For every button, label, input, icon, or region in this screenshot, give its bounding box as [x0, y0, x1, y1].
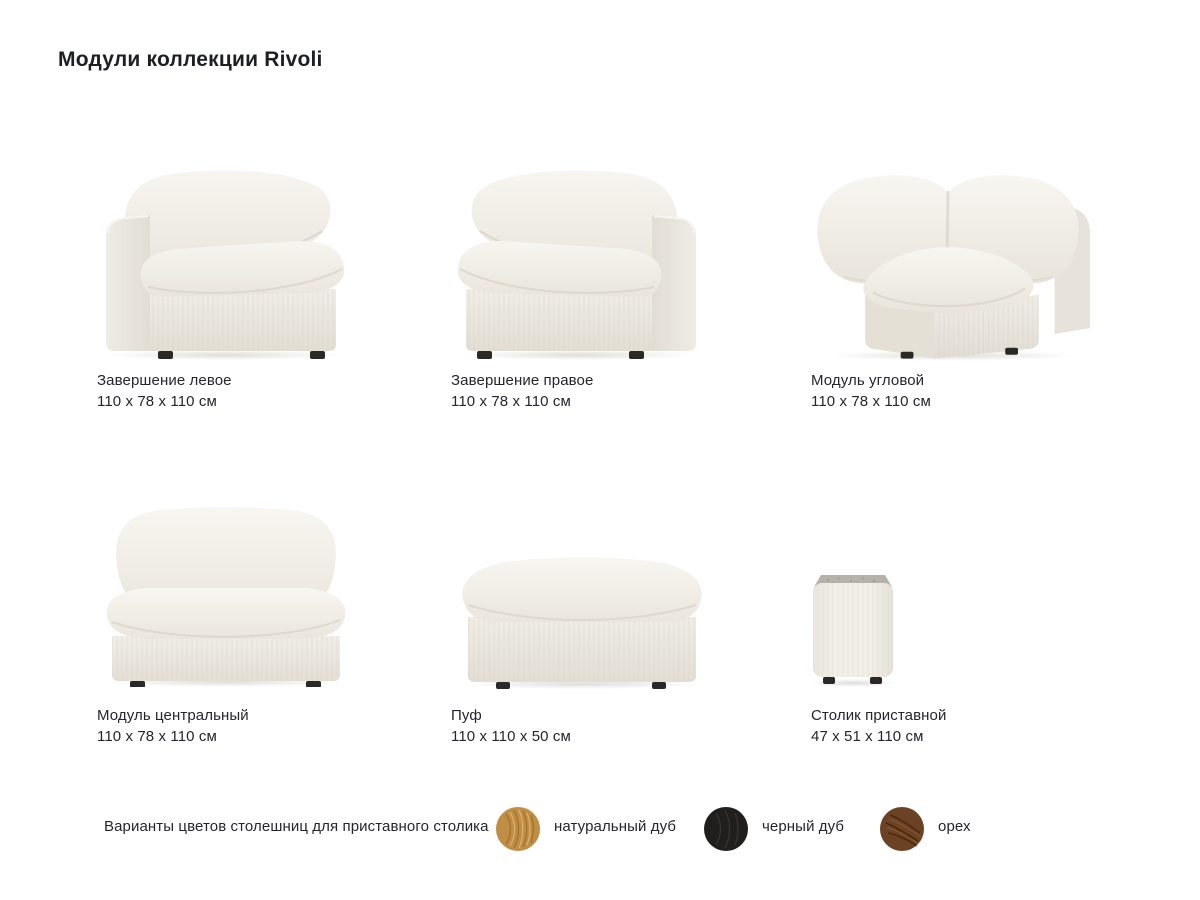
- module-name: Модуль угловой: [811, 372, 925, 389]
- tabletop-colors-legend-label: Варианты цветов столешниц для приставного столика: [104, 818, 489, 835]
- module-dimensions: 110 x 110 x 50 см: [451, 728, 571, 745]
- swatch-black-oak: [704, 807, 748, 851]
- side-table-image: [806, 570, 900, 693]
- swatch-walnut: [880, 807, 924, 851]
- module-dimensions: 110 x 78 x 110 см: [97, 393, 217, 410]
- module-card-corner-label: [811, 371, 931, 412]
- module-name: Модуль центральный: [97, 707, 249, 724]
- module-card-right-end-label: [451, 371, 593, 412]
- swatch-walnut-label: орех: [938, 818, 971, 835]
- module-dimensions: 110 x 78 x 110 см: [97, 728, 217, 745]
- page-title: Модули коллекции Rivoli: [58, 48, 323, 71]
- right-end-module-image: [454, 161, 706, 365]
- black-oak-swatch-icon: [704, 807, 748, 851]
- swatch-natural-oak: [496, 807, 540, 851]
- pouf-illustration: [452, 553, 712, 689]
- module-card-pouf-label: [451, 706, 571, 747]
- central-module-illustration: [100, 502, 352, 687]
- side-table-illustration: [806, 570, 900, 688]
- module-dimensions: 110 x 78 x 110 см: [811, 393, 931, 410]
- corner-module-illustration: [804, 161, 1092, 363]
- module-card-side-table-label: [811, 706, 946, 747]
- module-name: Пуф: [451, 707, 482, 724]
- module-card-left-end-label: [97, 371, 232, 412]
- central-module-image: [100, 502, 352, 692]
- module-card-central-label: [97, 706, 249, 747]
- right-end-module-illustration: [454, 161, 706, 360]
- left-end-module-image: [96, 161, 348, 365]
- module-name: Завершение левое: [97, 372, 232, 389]
- corner-module-image: [804, 161, 1092, 368]
- module-dimensions: 47 x 51 x 110 см: [811, 728, 924, 745]
- walnut-swatch-icon: [880, 807, 924, 851]
- module-dimensions: 110 x 78 x 110 см: [451, 393, 571, 410]
- module-name: Столик приставной: [811, 707, 947, 724]
- natural-oak-swatch-icon: [496, 807, 540, 851]
- module-name: Завершение правое: [451, 372, 594, 389]
- pouf-image: [452, 553, 712, 694]
- swatch-black-oak-label: черный дуб: [762, 818, 845, 835]
- swatch-natural-oak-label: натуральный дуб: [554, 818, 677, 835]
- left-end-module-illustration: [96, 161, 348, 360]
